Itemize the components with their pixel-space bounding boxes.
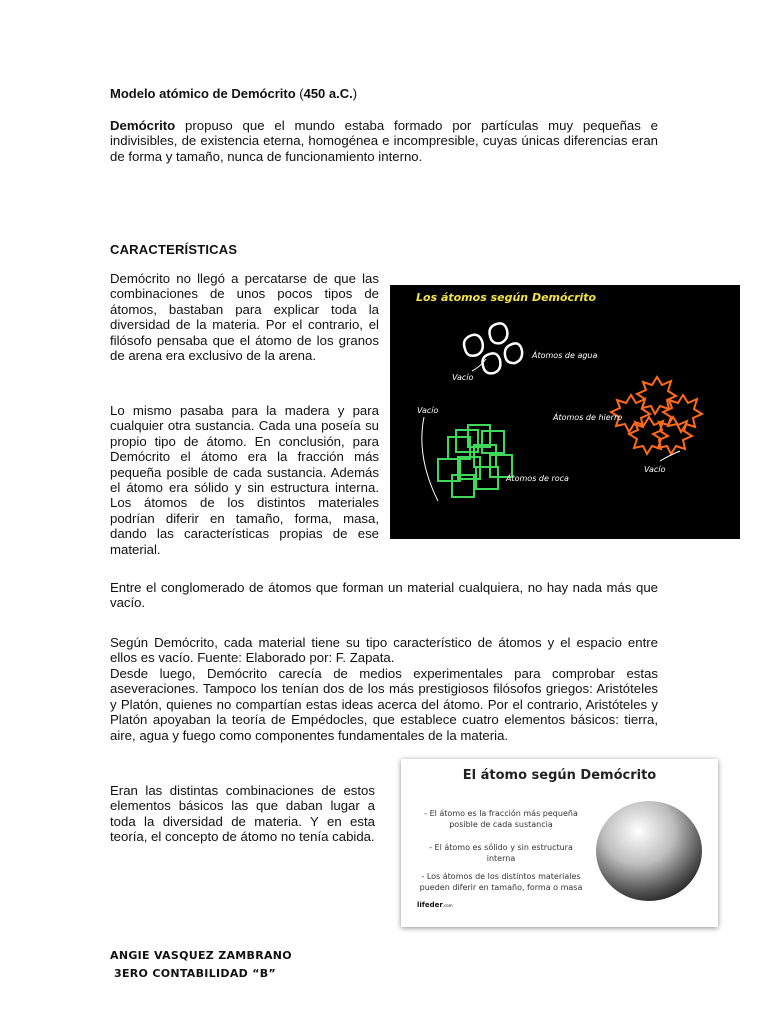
iron-atom <box>663 395 702 432</box>
section-heading: CARACTERÍSTICAS <box>110 242 238 257</box>
atom-sphere-icon <box>594 799 704 903</box>
water-atom <box>505 343 522 363</box>
bullet-line: - El átomo es la fracción más pequeña <box>424 809 578 818</box>
bullet-line: interna <box>486 854 516 863</box>
author-name: ANGIE VASQUEZ ZAMBRANO <box>110 949 292 962</box>
atoms-figure <box>390 285 740 539</box>
bullet-line: - El átomo es sólido y sin estructura <box>429 843 573 852</box>
water-atom <box>483 353 501 373</box>
rock-atom <box>438 459 460 481</box>
water-atoms <box>464 323 522 373</box>
label-rock-atoms: Átomos de roca <box>506 474 569 483</box>
atoms-illustration <box>390 285 740 539</box>
paragraph-4: Según Demócrito, cada material tiene su tipo característico de átomos y el espacio entre ellos es vacío. Fuente: Elaborado por: F. Zapata. <box>110 635 658 666</box>
paragraph-3: Entre el conglomerado de átomos que forman un material cualquiera, no hay nada más que vacío. <box>110 580 658 611</box>
label-iron-atoms: Átomos de hierro <box>553 413 623 422</box>
figure2-bullet-2 <box>415 842 587 864</box>
figure2-title: El átomo según Demócrito <box>462 768 657 783</box>
water-atom <box>490 323 508 343</box>
figure2-bullet-1 <box>415 808 587 830</box>
intro-text: propuso que el mundo estaba formado por partículas muy pequeñas e indivisibles, de existencia eterna, homogénea e incompresible, cuyas únicas diferencias eran de forma y tamaño, nunca de funcionamiento interno. <box>110 118 658 164</box>
iron-atom <box>653 417 692 454</box>
rock-atom <box>448 437 470 459</box>
bullet-line: pueden diferir en tamaño, forma o masa <box>419 883 583 892</box>
label-vacio-rock: Vacío <box>417 406 439 415</box>
water-atom <box>464 335 483 356</box>
atom-summary-figure <box>401 759 718 927</box>
figure1-title: Los átomos según Demócrito <box>416 291 597 304</box>
author-class: 3ERO CONTABILIDAD “B” <box>114 967 276 980</box>
logo-text: lifeder <box>417 901 443 909</box>
label-vacio-water: Vacío <box>452 373 474 382</box>
intro-paragraph <box>110 118 658 164</box>
label-vacio-iron: Vacío <box>644 465 666 474</box>
title-main: Modelo atómico de Demócrito <box>110 86 296 101</box>
paragraph-6: Eran las distintas combinaciones de estos elementos básicos las que daban lugar a toda la diversidad de materia. Y en esta teoría, el concepto de átomo no tenía cabida. <box>110 783 375 845</box>
paragraph-2: Lo mismo pasaba para la madera y para cualquier otra sustancia. Cada una poseía su propio tipo de átomo. En conclusión, para Demócrito el átomo era la fracción más pequeña posible de cada sustancia. Además el átomo era sólido y sin estructura interna. Los átomos de los distintos materiales podrían diferir en tamaño, forma, masa, dando las características propias de ese material. <box>110 403 379 557</box>
logo-suffix: .com <box>442 903 453 908</box>
document-title <box>110 86 357 101</box>
title-paren-close: ) <box>352 86 358 101</box>
bullet-line: - Los átomos de los distintos materiales <box>421 872 581 881</box>
rock-atom <box>482 431 504 453</box>
label-water-atoms: Átomos de agua <box>532 351 598 360</box>
figure2-bullet-3 <box>415 871 587 893</box>
paragraph-5: Desde luego, Demócrito carecía de medios experimentales para comprobar estas aseveraciones. Tampoco los tenían dos de los más prestigiosos filósofos griegos: Aristóteles y Platón, quienes no compartían estas ideas acerca del átomo. Por el contrario, Aristóteles y Platón apoyaban la teoría de Empédocles, que establece cuatro elementos básicos: tierra, aire, agua y fuego como componentes fundamentales de la materia. <box>110 666 658 743</box>
vacio-arrow <box>422 417 438 501</box>
iron-atoms <box>611 377 702 454</box>
intro-bold: Demócrito <box>110 118 176 133</box>
title-date: 450 a.C. <box>303 86 353 101</box>
title-paren-open: ( <box>295 86 304 101</box>
paragraph-1: Demócrito no llegó a percatarse de que las combinaciones de unos pocos tipos de átomos, bastaban para explicar toda la diversidad de la materia. Por el contrario, el filósofo pensaba que el átomo de los granos de arena era exclusivo de la arena. <box>110 271 379 364</box>
bullet-line: posible de cada sustancia <box>449 820 553 829</box>
lifeder-logo <box>417 901 453 909</box>
rock-atoms <box>438 425 512 497</box>
